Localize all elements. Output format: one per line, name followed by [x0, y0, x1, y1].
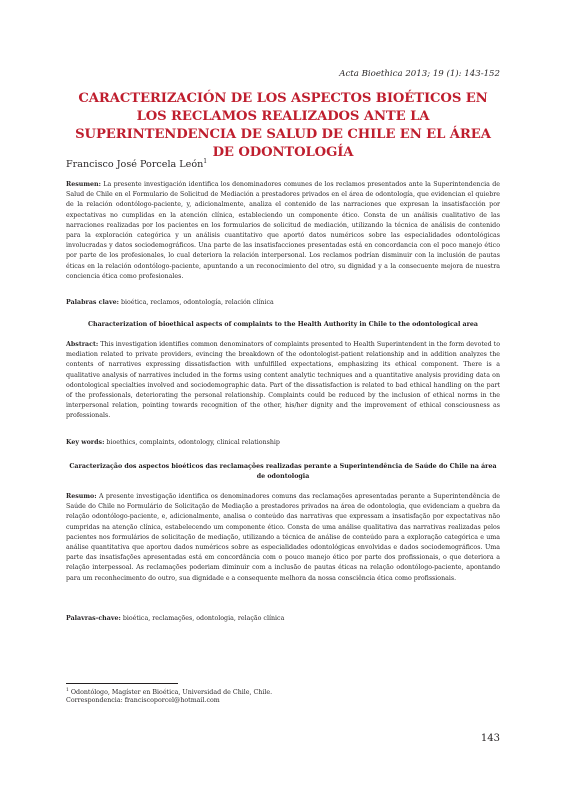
keywords-english — [66, 438, 500, 448]
footnote-mark: 1 — [66, 688, 69, 693]
abstract-spanish — [66, 180, 500, 282]
page-number: 143 — [480, 733, 500, 744]
abstract-portuguese-text: A presente investigação identifica os denominadores comuns das reclamações apresentadas perante a Superintendência de Saúde do Chile no Formulário de Solicitação de Mediação a prestadores privados na área de odontologia, que evidenciam a quebra da relação odontólogo-paciente, e, adicionalmente, analisa o conteúdo das narrativas que expressam a insatisfação por expectativas não cumpridas na atenção clínica, estabelecendo um componente ético. Consta de uma análise qualitativa das narrativas realizadas pelos pacientes nos formulários de solicitação de mediação, utilizando a técnica de análise de conteúdo para a exploração categórica e uma análise quantitativa que aportou dados numéricos sobre as especialidades odontológicas envolvidas e dados sociodemográficos. Uma parte das insatisfações apresentadas está em concordância com o pouco manejo ético por parte dos profissionais, o que deteriora a relação interpessoal. As reclamações poderiam diminuir com a inclusão de pautas éticas na relação odontólogo-paciente, apontando para um reconhecimento do outro, sua dignidade e a consequente melhora da nossa consciência ética como profissionais. — [66, 493, 500, 582]
keywords-spanish — [66, 298, 500, 308]
abstract-english — [66, 340, 500, 422]
keywords-portuguese-lead: Palavras-chave: — [66, 615, 121, 622]
footnote-affiliation-text: Odontólogo, Magíster en Bioética, Universidad de Chile, Chile. — [68, 689, 273, 697]
footnote-correspondence: Correspondencia: franciscoporcel@hotmail.com — [66, 697, 220, 704]
keywords-english-lead: Key words: — [66, 439, 105, 446]
abstract-spanish-text: La presente investigación identifica los denominadores comunes de los reclamos presentados ante la Superintendencia de Salud de Chile en el Formulario de Solicitud de Mediación a prestadores privados en el área de odontología, que evidencian el quiebre de la relación odontólogo-paciente, y, adicionalmente, analiza el contenido de las narraciones que expresan la insatisfacción por expectativas no cumplidas en la atención clínica, estableciendo un componente ético. Consta de un análisis cualitativo de las narraciones realizadas por los pacientes en los formularios de solicitud de mediación, utilizando la técnica de análisis de contenido para la exploración categórica y un análisis cuantitativo que aportó datos numéricos sobre las especialidades odontológicas involucradas y datos sociodemográficos. Una parte de las insatisfacciones presentadas está en concordancia con el poco manejo ético por parte de los profesionales, lo cual deteriora la relación interpersonal. Los reclamos podrían disminuir con la inclusión de pautas éticas en la relación odontólogo-paciente, apuntando a un reconocimiento del otro, su dignidad y a la consecuente mejora de nuestra conciencia ética como profesionales. — [66, 181, 500, 280]
abstract-english-lead: Abstract: — [66, 341, 99, 348]
keywords-english-text: bioethics, complaints, odontology, clinical relationship — [104, 439, 280, 446]
author-name: Francisco José Porcela León — [66, 159, 204, 171]
article-title: CARACTERIZACIÓN DE LOS ASPECTOS BIOÉTICOS EN LOS RECLAMOS REALIZADOS ANTE LA SUPERINTENDENCIA DE SALUD DE CHILE EN EL ÁREA DE ODONTOLOGÍA — [75, 91, 491, 160]
title-portuguese: Caracterização dos aspectos bioéticos das reclamações realizadas perante a Superintendência de Saúde do Chile na área de odontologia — [69, 463, 497, 481]
keywords-spanish-text: bioética, reclamos, odontología, relación clínica — [118, 299, 274, 306]
abstract-english-text: This investigation identifies common denominators of complaints presented to Health Superintendent in the form devoted to mediation related to private providers, evincing the breakdown of the odontologist-patient relationship and in addition analyzes the contents of narratives expressing dissatisfaction with unfulfilled expectations, emphasizing its ethical component. There is a qualitative analysis of narratives included in the forms using content analytic techniques and a quantitative analysis providing data on odontological specialties involved and sociodemographic data. Part of the dissatisfaction is related to bad ethical handling on the part of the professionals, deteriorating the personal relationship. Complaints could be reduced by the inclusion of ethical norms in the interpersonal relation, pointing towards recognition of the other, his/her dignity and the improvement of ethical consciousness as professionals. — [66, 341, 500, 420]
keywords-portuguese — [66, 614, 500, 624]
author-footnote-mark: 1 — [203, 158, 208, 165]
author-line — [66, 158, 207, 170]
abstract-spanish-lead: Resumen: — [66, 181, 101, 188]
abstract-portuguese-lead: Resumo: — [66, 493, 97, 500]
running-head: Acta Bioethica 2013; 19 (1): 143-152 — [339, 69, 500, 79]
keywords-spanish-lead: Palabras clave: — [66, 299, 119, 306]
abstract-portuguese — [66, 492, 500, 584]
title-english: Characterization of bioethical aspects of complaints to the Health Authority in Chile to the odontological area — [87, 321, 479, 328]
footnote-divider — [66, 683, 178, 684]
keywords-portuguese-text: bioética, reclamações, odontologia, relação clínica — [120, 615, 285, 622]
